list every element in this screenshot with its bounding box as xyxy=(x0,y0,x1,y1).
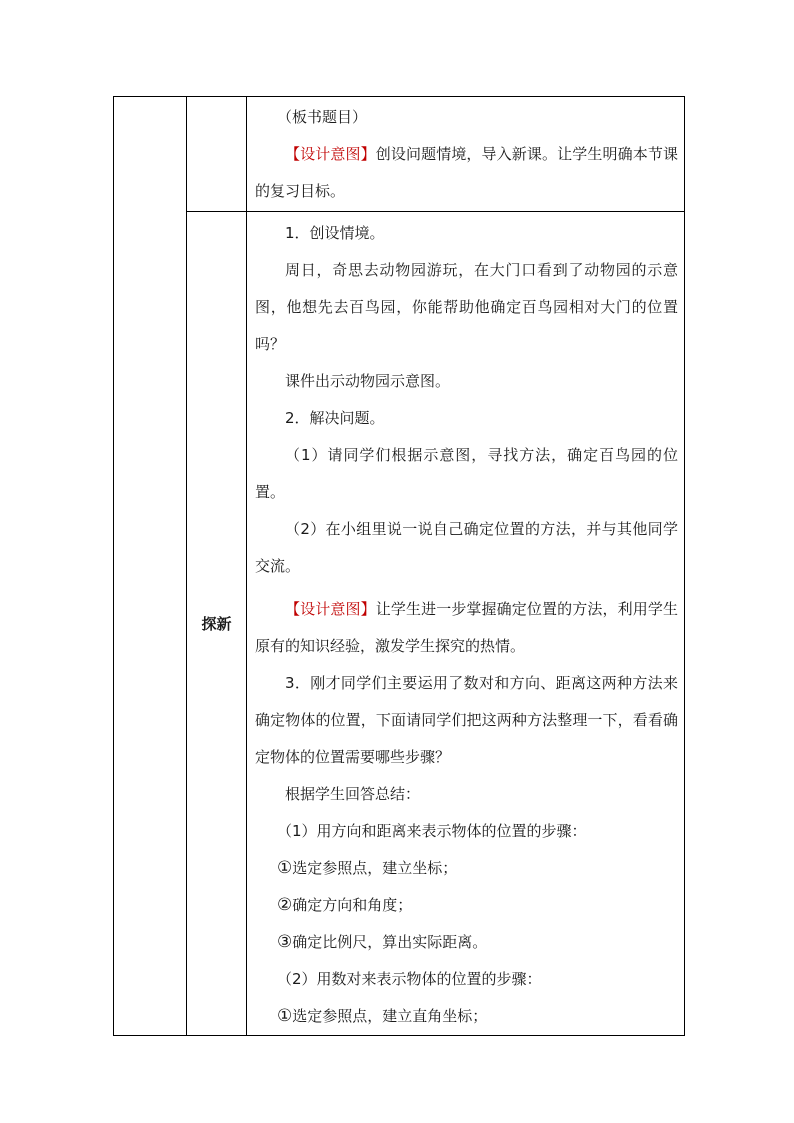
step-text: 确定比例尺，算出实际距离。 xyxy=(292,933,488,951)
paragraph: （1）请同学们根据示意图，寻找方法，确定百鸟园的位置。 xyxy=(255,446,678,501)
step-number: ① xyxy=(277,858,293,878)
paragraph: 2．解决问题。 xyxy=(285,409,385,427)
paragraph: 1．创设情境。 xyxy=(285,224,385,242)
paragraph: 课件出示动物园示意图。 xyxy=(285,372,451,390)
paragraph: （1）用方向和距离来表示物体的位置的步骤： xyxy=(277,822,587,840)
design-intent-tag: 【设计意图】 xyxy=(285,145,376,163)
section-label: 探新 xyxy=(187,212,247,1036)
step-item xyxy=(255,998,678,1035)
step-number: ③ xyxy=(277,932,293,952)
paragraph: （2）用数对来表示物体的位置的步骤： xyxy=(277,970,542,988)
step-item xyxy=(255,924,678,961)
design-intent-paragraph xyxy=(255,591,678,665)
step-text: 确定方向和角度； xyxy=(292,896,413,914)
design-intent-text: 让学生进一步掌握确定位置的方法，利用学生原有的知识经验，激发学生探究的热情。 xyxy=(255,600,678,655)
step-item xyxy=(255,887,678,924)
paragraph: （2）在小组里说一说自己确定位置的方法，并与其他同学交流。 xyxy=(255,520,678,575)
section-column-cell xyxy=(114,97,187,1036)
label-cell-empty xyxy=(187,97,247,212)
step-text: 选定参照点，建立坐标； xyxy=(292,859,458,877)
design-intent-tag: 【设计意图】 xyxy=(285,600,376,618)
step-text: 选定参照点，建立直角坐标； xyxy=(292,1007,488,1025)
design-intent-paragraph xyxy=(255,136,678,210)
design-intent-text: 创设问题情境，导入新课。让学生明确本节课的复习目标。 xyxy=(255,145,678,200)
content-cell xyxy=(247,97,685,212)
content-cell xyxy=(247,212,685,1036)
table-row xyxy=(114,212,685,1036)
step-number: ① xyxy=(277,1006,293,1026)
step-item xyxy=(255,850,678,887)
step-number: ② xyxy=(277,895,293,915)
paragraph: 根据学生回答总结： xyxy=(285,785,421,803)
paragraph: 3．刚才同学们主要运用了数对和方向、距离这两种方法来确定物体的位置，下面请同学们把这两种方法整理一下，看看确定物体的位置需要哪些步骤？ xyxy=(255,674,678,766)
table-row xyxy=(114,97,685,212)
board-title: （板书题目） xyxy=(277,108,368,126)
paragraph: 周日，奇思去动物园游玩，在大门口看到了动物园的示意图，他想先去百鸟园，你能帮助他确定百鸟园相对大门的位置吗？ xyxy=(255,261,678,353)
lesson-plan-table xyxy=(113,96,685,1036)
